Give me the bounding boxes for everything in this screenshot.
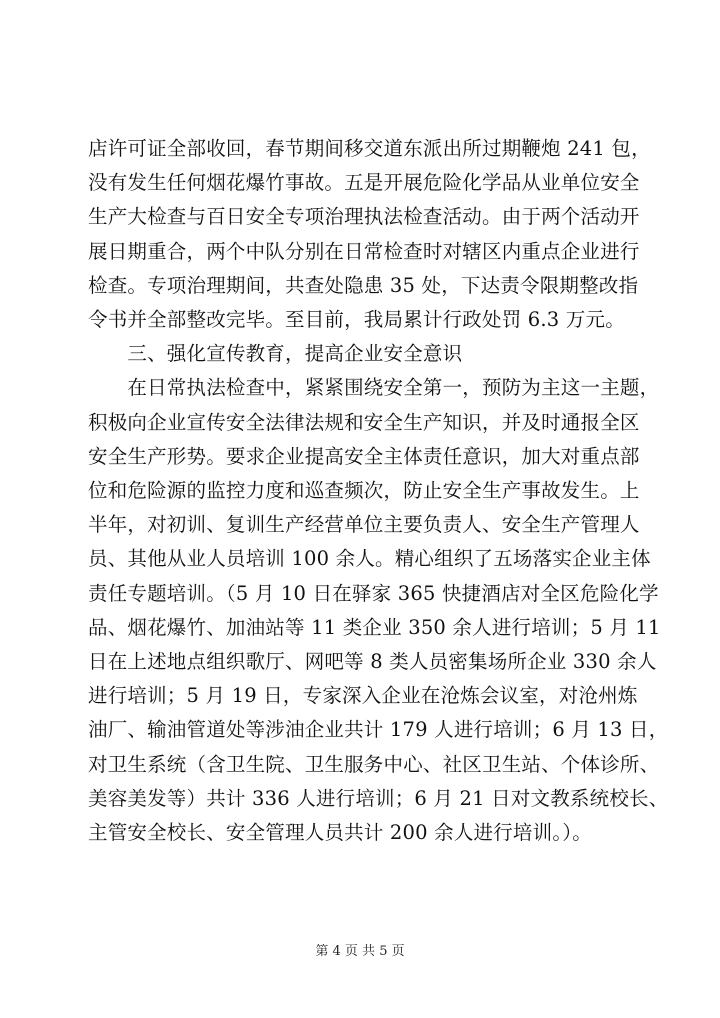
text-line: 责任专题培训。（5 月 10 日在驿家 365 快捷酒店对全区危险化学 <box>88 581 659 605</box>
text-line: 安全生产形势。要求企业提高安全主体责任意识，加大对重点部 <box>88 444 640 468</box>
text-line: 令书并全部整改完毕。至目前，我局累计行政处罚 6.3 万元。 <box>88 308 625 332</box>
text-line: 员、其他从业人员培训 100 余人。精心组织了五场落实企业主体 <box>88 547 651 571</box>
text-line: 位和危险源的监控力度和巡查频次，防止安全生产事故发生。上 <box>88 479 640 503</box>
text-line: 生产大检查与百日安全专项治理执法检查活动。由于两个活动开 <box>88 205 640 229</box>
text-line: 美容美发等）共计 336 人进行培训；6 月 21 日对文教系统校长、 <box>88 786 669 810</box>
text-line: 展日期重合，两个中队分别在日常检查时对辖区内重点企业进行 <box>88 239 640 263</box>
text-line: 油厂、输油管道处等涉油企业共计 179 人进行培训；6 月 13 日， <box>88 718 669 742</box>
text-line: 半年，对初训、复训生产经营单位主要负责人、安全生产管理人 <box>88 513 640 537</box>
text-line: 进行培训；5 月 19 日，专家深入企业在沧炼会议室，对沧州炼 <box>88 684 638 708</box>
text-line: 没有发生任何烟花爆竹事故。五是开展危险化学品从业单位安全 <box>88 171 640 195</box>
text-line: 品、烟花爆竹、加油站等 11 类企业 350 余人进行培训；5 月 11 <box>88 615 661 639</box>
section-heading: 三、强化宣传教育，提高企业安全意识 <box>88 342 463 366</box>
text-line: 日在上述地点组织歌厅、网吧等 8 类人员密集场所企业 330 余人 <box>88 650 657 674</box>
text-line: 积极向企业宣传安全法律法规和安全生产知识，并及时通报全区 <box>88 410 640 434</box>
text-line: 检查。专项治理期间，共查处隐患 35 处，下达责令限期整改指 <box>88 273 639 297</box>
text-line: 对卫生系统（含卫生院、卫生服务中心、社区卫生站、个体诊所、 <box>88 752 660 776</box>
text-line: 店许可证全部收回，春节期间移交道东派出所过期鞭炮 241 包， <box>88 137 651 160</box>
text-line: 主管安全校长、安全管理人员共计 200 余人进行培训。）。 <box>88 821 592 845</box>
body-text <box>88 132 669 850</box>
text-line: 在日常执法检查中，紧紧围绕安全第一，预防为主这一主题， <box>88 376 660 400</box>
page-number-footer: 第 4 页 共 5 页 <box>315 944 405 959</box>
